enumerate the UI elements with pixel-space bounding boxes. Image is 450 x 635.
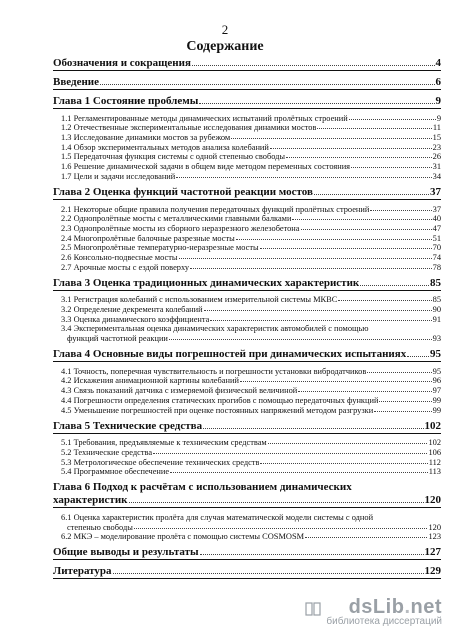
toc-entry-page: 95 (432, 366, 441, 376)
toc-entry-page: 37 (430, 185, 441, 198)
toc-entry-title: Глава 5 Технические средства (53, 419, 203, 432)
toc-section-entry (53, 113, 441, 123)
watermark (326, 596, 442, 627)
toc-section-entry (53, 295, 441, 305)
chapter-rule (53, 578, 441, 579)
toc-section-entry (53, 304, 441, 314)
toc-section-entry (53, 171, 441, 181)
dot-leader (301, 229, 432, 230)
toc-section-entry (53, 233, 441, 243)
dot-leader (298, 391, 431, 392)
toc-entry-title: 4.1 Точность, поперечная чувствительность и погрешности установки вибродатчиков (61, 366, 367, 376)
toc-section-entry (53, 243, 441, 253)
toc-entry-page: 34 (432, 171, 441, 181)
toc-chapter-entry (53, 419, 441, 432)
watermark-subtitle: библиотека диссертаций (326, 616, 442, 627)
chapter-rule (53, 70, 441, 71)
toc-entry-title: 2.2 Однопролётные мосты с металлическими главными балками (61, 214, 292, 224)
toc-entry-title: 4.5 Уменьшение погрешностей при оценке постоянных напряжений методом разгрузки (61, 405, 374, 415)
toc-entry-title: 4.2 Искажения анимационной картины колебаний (61, 376, 239, 386)
dot-leader (169, 339, 432, 340)
toc-entry-page: 6 (435, 76, 441, 88)
watermark-logo-main: dsLib (348, 596, 405, 618)
dot-leader (351, 167, 432, 168)
toc-entry-title: Введение (53, 76, 100, 88)
toc-entry-page: 113 (428, 467, 441, 477)
toc-section-entry (53, 204, 441, 214)
toc-section-entry (53, 252, 441, 262)
page-title: Содержание (186, 39, 264, 54)
toc-entry-page: 91 (432, 314, 441, 324)
toc-entry-title: Глава 6 Подход к расчётам с использованием динамических (53, 481, 352, 494)
toc-entry-title: 5.2 Технические средства (61, 447, 153, 457)
toc-entry-page: 99 (432, 395, 441, 405)
toc-section-entry (53, 314, 441, 324)
toc-section-entry (53, 467, 441, 477)
chapter-rule (53, 290, 441, 291)
dot-leader (179, 258, 432, 259)
dot-leader (170, 472, 428, 473)
toc-entry-page: 102 (424, 419, 441, 432)
toc-chapter-entry (53, 94, 441, 107)
toc-entry-title: 3.3 Оценка динамического коэффициента (61, 314, 210, 324)
dot-leader (314, 194, 429, 195)
toc-entry-page: 70 (432, 243, 441, 253)
toc-entry-title: 1.6 Решение динамической задачи в общем виде методом переменных состояния (61, 162, 351, 172)
dot-leader (240, 381, 432, 382)
toc-section-entry (53, 152, 441, 162)
dot-leader (305, 537, 427, 538)
dot-leader (200, 554, 424, 555)
dot-leader (192, 65, 435, 66)
dot-leader (260, 248, 432, 249)
dot-leader (286, 157, 432, 158)
toc-entry-title: 2.5 Многопролётные температурно-неразрезные мосты (61, 243, 259, 253)
toc-section-entry (53, 512, 441, 522)
toc-entry-page: 37 (432, 204, 441, 214)
table-of-contents (53, 56, 441, 583)
toc-section-entry (53, 385, 441, 395)
toc-entry-title: 1.7 Цели и задачи исследований (61, 171, 176, 181)
dot-leader (231, 138, 431, 139)
toc-entry-title: Глава 3 Оценка традиционных динамических характеристик (53, 276, 360, 289)
toc-entry-title: 3.4 Экспериментальная оценка динамических характеристик автомобилей с помощью (61, 324, 369, 334)
toc-entry-title: Обозначения и сокращения (53, 57, 191, 69)
toc-section-entry (53, 532, 441, 542)
dot-leader (210, 320, 431, 321)
toc-section-entry (53, 522, 441, 532)
toc-chapter-entry (53, 185, 441, 198)
toc-entry-title: 6.1 Оценка характеристик пролёта для случая математической модели системы с одной (61, 512, 374, 522)
toc-entry-title: 2.6 Консольно-подвесные мосты (61, 252, 178, 262)
toc-entry-title: Глава 2 Оценка функций частотной реакции мостов (53, 185, 313, 198)
dot-leader (153, 453, 427, 454)
toc-entry-title: 6.2 МКЭ – моделирование пролёта с помощью системы COSMOSM (61, 532, 305, 542)
book-icon (304, 600, 322, 618)
toc-section-entry (53, 324, 441, 334)
toc-entry-page: 31 (432, 162, 441, 172)
dot-leader (367, 372, 431, 373)
dot-leader (113, 573, 424, 574)
toc-entry-page: 11 (432, 123, 441, 133)
dot-leader (317, 128, 431, 129)
dot-leader (199, 103, 434, 104)
dot-leader (134, 528, 428, 529)
toc-entry-title: 5.1 Требования, предъявляемые к техническим средствам (61, 438, 267, 448)
toc-entry-page: 23 (432, 142, 441, 152)
chapter-rule (53, 433, 441, 434)
toc-entry-title: 1.4 Обзор экспериментальных методов анализа колебаний (61, 142, 269, 152)
toc-entry-title: 4.4 Погрешности определения статических прогибов с помощью передаточных функций (61, 395, 379, 405)
toc-section-entry (53, 395, 441, 405)
toc-section-entry (53, 438, 441, 448)
toc-chapter-entry (53, 276, 441, 289)
toc-chapter-entry (53, 347, 441, 360)
toc-section-entry (53, 376, 441, 386)
chapter-rule (53, 507, 441, 508)
toc-entry-title: 1.5 Передаточная функция системы с одной степенью свободы (61, 152, 286, 162)
toc-entry-title: 2.4 Многопролётные балочные разрезные мосты (61, 233, 235, 243)
toc-entry-title: 5.4 Программное обеспечение (61, 467, 170, 477)
toc-entry-title: Глава 4 Основные виды погрешностей при динамических испытаниях (53, 348, 407, 361)
toc-entry-page: 4 (435, 57, 441, 69)
toc-entry-page: 26 (432, 152, 441, 162)
toc-entry-page: 74 (432, 252, 441, 262)
dot-leader (379, 401, 431, 402)
toc-entry-page: 51 (432, 233, 441, 243)
dot-leader (260, 463, 427, 464)
watermark-logo-tld: net (410, 596, 442, 618)
toc-chapter-entry (53, 545, 441, 558)
toc-section-entry (53, 333, 441, 343)
toc-chapter-entry (53, 75, 441, 88)
dot-leader (236, 239, 432, 240)
toc-chapter-entry (53, 480, 441, 493)
toc-entry-page: 15 (432, 133, 441, 143)
dot-leader (292, 219, 431, 220)
dot-leader (203, 428, 423, 429)
toc-entry-page: 96 (432, 376, 441, 386)
dot-leader (360, 285, 429, 286)
toc-entry-page: 97 (432, 386, 441, 396)
dot-leader (370, 210, 431, 211)
chapter-rule (53, 108, 441, 109)
toc-entry-page: 95 (430, 348, 441, 361)
toc-entry-page: 93 (432, 334, 441, 344)
toc-section-entry (53, 142, 441, 152)
toc-section-entry (53, 161, 441, 171)
dot-leader (129, 502, 424, 503)
watermark-logo-dot: . (404, 596, 411, 618)
toc-section-entry (53, 123, 441, 133)
toc-entry-title: функций частотной реакции (67, 334, 168, 344)
dot-leader (176, 177, 431, 178)
toc-entry-page: 112 (428, 457, 441, 467)
page-number: 2 (221, 22, 229, 37)
toc-section-entry (53, 366, 441, 376)
dot-leader (338, 300, 431, 301)
toc-entry-page: 120 (428, 522, 441, 532)
toc-entry-page: 129 (424, 565, 441, 578)
dot-leader (268, 443, 428, 444)
chapter-rule (53, 559, 441, 560)
chapter-rule (53, 199, 441, 200)
toc-entry-title: 1.2 Отечественные экспериментальные исследования динамики мостов (61, 123, 317, 133)
toc-entry-page: 78 (432, 262, 441, 272)
toc-entry-page: 47 (432, 223, 441, 233)
toc-entry-title: характеристик (53, 494, 128, 507)
toc-entry-page: 127 (424, 546, 441, 559)
toc-entry-page: 90 (432, 305, 441, 314)
toc-entry-title: 3.1 Регистрация колебаний с использованием измерительной системы МКВС (61, 295, 338, 305)
toc-entry-title: 2.3 Однопролётные мосты из сборного неразрезного железобетона (61, 223, 300, 233)
toc-entry-page: 123 (428, 532, 441, 542)
toc-entry-title: Литература (53, 565, 112, 578)
toc-section-entry (53, 214, 441, 224)
toc-entry-page: 120 (424, 494, 441, 507)
dot-leader (270, 148, 432, 149)
toc-entry-title: 2.7 Арочные мосты с ездой поверху (61, 262, 190, 272)
toc-chapter-entry (53, 56, 441, 69)
dot-leader (100, 84, 434, 85)
toc-entry-page: 85 (432, 295, 441, 305)
toc-section-entry (53, 457, 441, 467)
toc-section-entry (53, 223, 441, 233)
toc-section-entry (53, 405, 441, 415)
toc-entry-page: 9 (436, 113, 441, 123)
toc-section-entry (53, 447, 441, 457)
chapter-rule (53, 361, 441, 362)
toc-entry-title: 1.1 Регламентированные методы динамических испытаний пролётных строений (61, 113, 348, 123)
dot-leader (407, 356, 429, 357)
toc-chapter-entry (53, 493, 441, 506)
toc-entry-title: Общие выводы и результаты (53, 546, 199, 559)
dot-leader (374, 411, 431, 412)
dot-leader (349, 119, 436, 120)
toc-entry-page: 102 (428, 438, 441, 448)
toc-chapter-entry (53, 564, 441, 577)
toc-entry-title: 1.3 Исследование динамики мостов за рубежом (61, 133, 231, 143)
dot-leader (204, 310, 432, 311)
toc-entry-page: 99 (432, 405, 441, 415)
toc-entry-title: 2.1 Некоторые общие правила получения передаточных функций пролётных строений (61, 204, 370, 214)
toc-entry-title: Глава 1 Состояние проблемы (53, 95, 199, 107)
toc-entry-title: 3.2 Определение декремента колебаний (61, 305, 203, 314)
toc-entry-title: 5.3 Метрологическое обеспечение технических средств (61, 457, 260, 467)
toc-entry-page: 40 (432, 214, 441, 224)
toc-entry-page: 85 (430, 276, 441, 289)
toc-entry-title: 4.3 Связь показаний датчика с измеряемой физической величиной (61, 386, 298, 396)
toc-section-entry (53, 262, 441, 272)
toc-entry-title: степенью свободы (67, 522, 133, 532)
chapter-rule (53, 89, 441, 90)
toc-section-entry (53, 132, 441, 142)
dot-leader (190, 268, 432, 269)
toc-entry-page: 9 (435, 95, 441, 107)
toc-entry-page: 106 (428, 447, 441, 457)
